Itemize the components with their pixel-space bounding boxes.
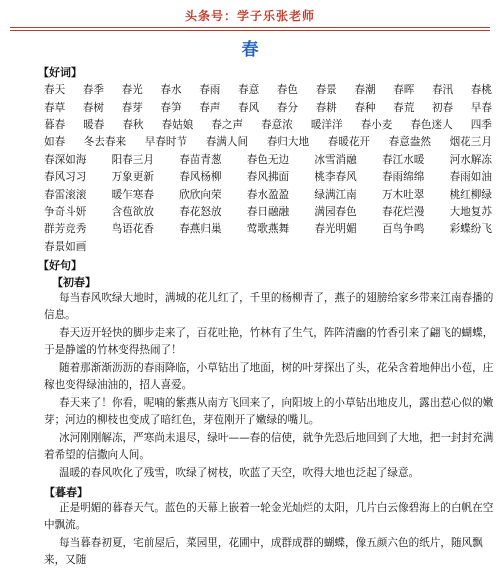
word-item: 万象更新 [111, 171, 154, 184]
late-spring-label: 【暮春】 [44, 486, 88, 499]
word-item: 春色 [276, 84, 298, 97]
late-paragraph-text: 正是明媚的暮春天气。蓝色的天幕上嵌着一轮金光灿烂的太阳，几片白云像碧海上的白帆在空中飘流。 [44, 502, 494, 532]
early-paragraph [44, 360, 496, 395]
word-item: 春之声 [211, 118, 244, 131]
word-item: 烟花三月 [449, 136, 492, 149]
word-item: 春雷滚滚 [44, 188, 87, 201]
early-paragraph-text: 每当春风吹绿大地时，满城的花儿红了，千里的杨柳青了，燕子的翅膀给家乡带来江南春播的信息。 [44, 292, 494, 322]
word-item: 春光明媚 [314, 223, 357, 236]
early-paragraph [44, 465, 496, 482]
word-item: 春耕 [315, 101, 337, 114]
sentences-section-label: 【好句】 [38, 259, 82, 272]
word-item: 春汛 [431, 84, 454, 97]
early-spring-label: 【初春】 [52, 276, 96, 289]
word-item: 春芽 [121, 101, 143, 114]
words-row [44, 221, 494, 238]
word-item: 春小麦 [360, 118, 393, 131]
early-paragraph-text: 春天来了！你看，呢喃的紫燕从南方飞回来了，向阳坡上的小草钻出地皮儿，露出惹心似的嫩芽；河边的柳枝也变成了暗红色，芽苞刚开了嫩绿的嘴儿。 [44, 397, 494, 427]
early-paragraph-text: 随着那渐渐沥沥的春雨降临，小草钻出了地面，树的叶芽探出了头，花朵含着地伸出小苞，庄稼也变得绿油油的，招人喜爱。 [44, 362, 494, 392]
words-row [44, 169, 494, 186]
source-header: 头条号：学子乐张老师 [184, 9, 315, 23]
word-item: 暮春 [44, 118, 66, 131]
words-row [44, 82, 494, 99]
word-item: 春天 [44, 84, 66, 97]
word-item: 春景如画 [44, 240, 87, 253]
word-item: 春草 [44, 101, 66, 114]
word-item: 春暖花开 [327, 136, 371, 149]
word-item: 四季 [470, 118, 492, 131]
word-item: 春树 [82, 101, 104, 114]
word-item: 春种 [354, 101, 376, 114]
word-item: 春风拂面 [246, 171, 290, 184]
word-item: 春燕归巢 [179, 223, 222, 236]
word-item: 春声 [199, 101, 221, 114]
word-item: 春姑娘 [161, 118, 194, 131]
word-item: 彩蝶纷飞 [449, 223, 492, 236]
header-rule-top [10, 27, 490, 28]
words-row [44, 186, 494, 203]
words-grid [44, 82, 494, 256]
early-paragraph [44, 430, 496, 465]
word-item: 春雨 [199, 84, 221, 97]
word-item: 春笋 [160, 101, 182, 114]
word-item: 春风习习 [44, 171, 87, 184]
late-paragraph [44, 500, 496, 535]
word-item: 春雨如油 [449, 171, 492, 184]
word-item: 春雨绵绵 [381, 171, 425, 184]
word-item: 春风杨柳 [179, 171, 222, 184]
word-item: 暖乍寒春 [111, 188, 154, 201]
word-item: 春花怒放 [179, 205, 222, 218]
word-item: 早春 [470, 101, 492, 114]
word-item: 冬去春来 [83, 136, 127, 149]
words-row [44, 204, 494, 221]
word-item: 春潮 [354, 84, 376, 97]
early-paragraph-text: 温暖的春风吹化了残雪，吹绿了树枝，吹蓝了天空，吹得大地也泛起了绿意。 [59, 467, 420, 479]
word-item: 春荒 [393, 101, 415, 114]
word-item: 春分 [276, 101, 298, 114]
word-item: 春秋 [122, 118, 144, 131]
word-item: 冰雪消融 [314, 153, 357, 166]
late-paragraph-text: 每当暮春初夏，宅前屋后，菜园里，花圃中，成群成群的蝴蝶，像五颜六色的纸片，随风飘来，又随 [44, 537, 483, 567]
early-paragraph [44, 395, 496, 430]
words-row [44, 134, 494, 151]
word-item: 春风 [237, 101, 260, 114]
words-row [44, 117, 494, 134]
words-row [44, 239, 494, 256]
word-item: 春江水暖 [381, 153, 425, 166]
page-title: 春 [241, 40, 259, 60]
word-item: 阳春三月 [111, 153, 154, 166]
word-item: 春日融融 [246, 205, 290, 218]
word-item: 春光 [121, 84, 143, 97]
word-item: 桃李春风 [314, 171, 357, 184]
word-item: 争奇斗妍 [44, 205, 87, 218]
words-row [44, 99, 494, 116]
word-item: 早春时节 [144, 136, 188, 149]
word-item: 春色无边 [246, 153, 290, 166]
early-paragraph [44, 325, 496, 360]
words-section-label: 【好词】 [38, 66, 82, 79]
word-item: 莺歌燕舞 [246, 223, 290, 236]
word-item: 春意浓 [261, 118, 293, 131]
word-item: 春景 [315, 84, 337, 97]
word-item: 含苞欲放 [111, 205, 154, 218]
early-paragraph-text: 春天迈开轻快的脚步走来了，百花吐艳，竹林有了生气，阵阵清幽的竹香引来了翩飞的蝴蝶，于是静谧的竹林变得热闹了！ [44, 327, 494, 357]
word-item: 春花烂漫 [381, 205, 425, 218]
word-item: 初春 [431, 101, 454, 114]
word-item: 春深如海 [44, 153, 87, 166]
word-item: 春归大地 [266, 136, 310, 149]
word-item: 百鸟争鸣 [381, 223, 425, 236]
word-item: 春意 [237, 84, 260, 97]
early-paragraph [44, 290, 496, 325]
word-item: 春桃 [470, 84, 492, 97]
word-item: 满园春色 [314, 205, 357, 218]
word-item: 鸟语花香 [111, 223, 154, 236]
word-item: 万木吐翠 [381, 188, 425, 201]
word-item: 春水 [160, 84, 182, 97]
word-item: 春水盈盈 [246, 188, 290, 201]
word-item: 桃红柳绿 [449, 188, 492, 201]
word-item: 绿满江南 [314, 188, 357, 201]
word-item: 欣欣向荣 [179, 188, 222, 201]
word-item: 河水解冻 [449, 153, 492, 166]
word-item: 春色迷人 [410, 118, 453, 131]
word-item: 春意盎然 [388, 136, 431, 149]
word-item: 春满人间 [205, 136, 249, 149]
word-item: 暖洋洋 [310, 118, 343, 131]
word-item: 暖春 [83, 118, 105, 131]
word-item: 如春 [44, 136, 66, 149]
words-row [44, 152, 494, 169]
word-item: 群芳竞秀 [44, 223, 87, 236]
word-item: 春季 [82, 84, 104, 97]
word-item: 春苗青葱 [179, 153, 222, 166]
early-paragraph-text: 冰河刚刚解冻，严寒尚未退尽，绿叶——春的信使，就争先恐后地回到了大地，把一封封充满着希望的信撒向人间。 [44, 432, 494, 462]
word-item: 大地复苏 [449, 205, 492, 218]
header-rule-bottom [10, 30, 490, 31]
word-item: 春晖 [393, 84, 415, 97]
